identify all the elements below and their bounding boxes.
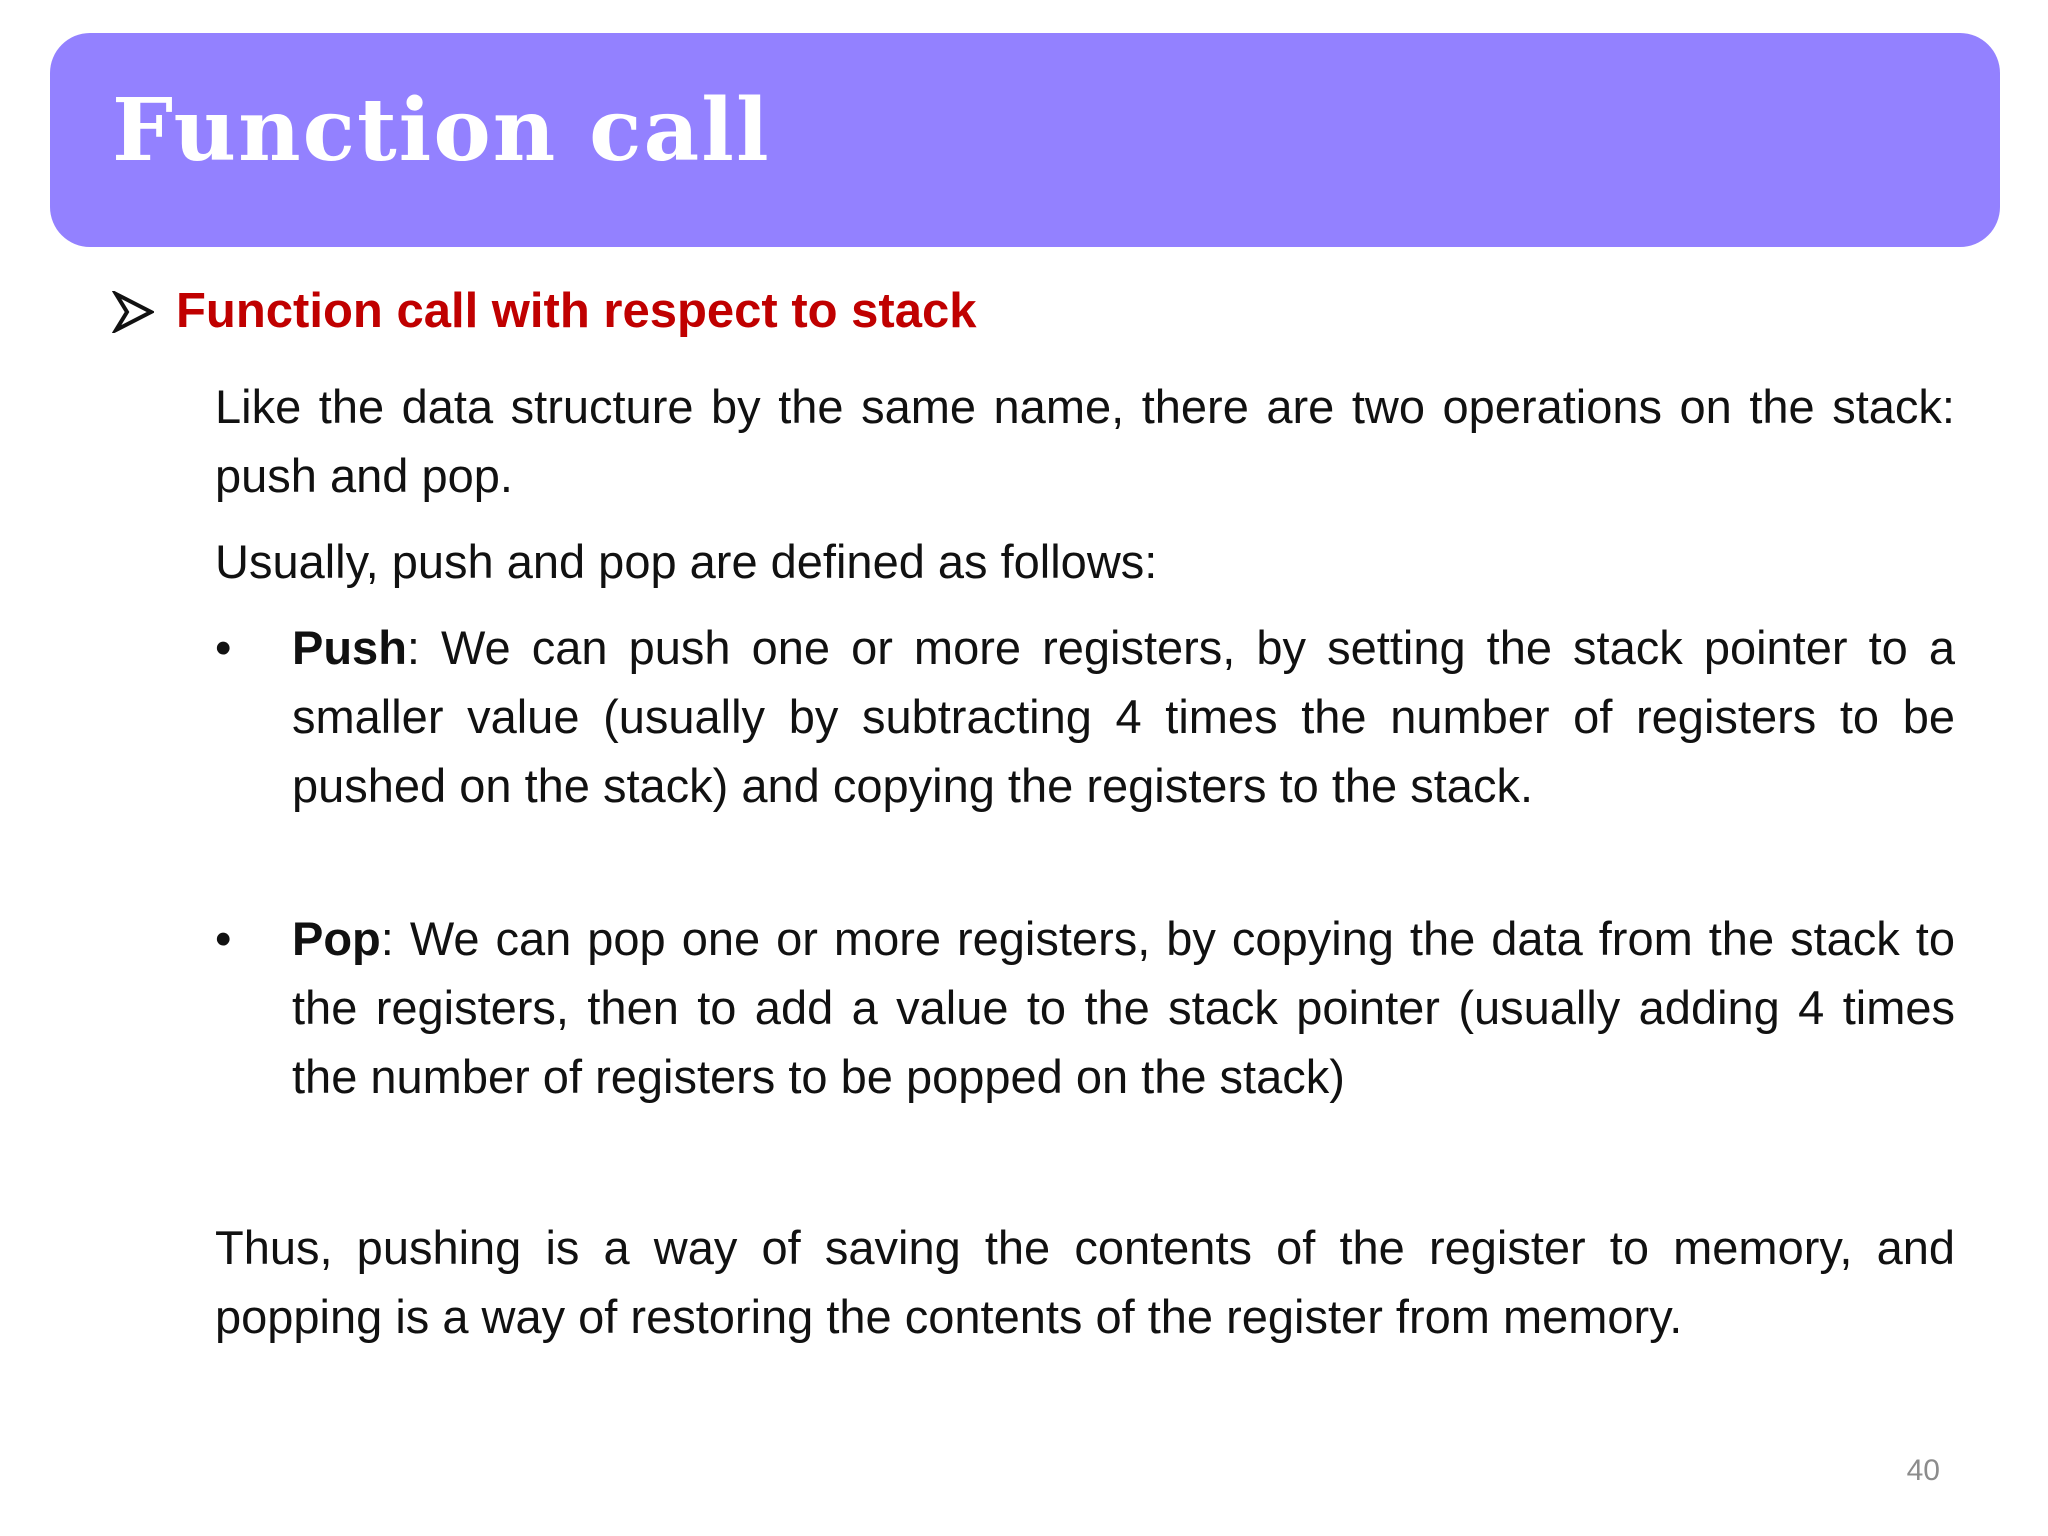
title-banner bbox=[50, 33, 2000, 247]
bullet-push-body: : We can push one or more registers, by setting the stack pointer to a smaller value (usually by subtracting 4 times the number of registers to be pushed on the stack) and copying the registers to the stack. bbox=[292, 621, 1955, 812]
intro-paragraph: Like the data structure by the same name, there are two operations on the stack: push and pop. bbox=[215, 380, 1955, 502]
bullet-pop-body: : We can pop one or more registers, by copying the data from the stack to the registers, then to add a value to the stack pointer (usually adding 4 times the number of registers to be popped on the stack) bbox=[292, 912, 1955, 1103]
section-heading bbox=[112, 284, 977, 338]
bullet-push bbox=[215, 613, 1955, 820]
bullet-pop bbox=[215, 904, 1955, 1111]
bullet-pop-label: Pop bbox=[292, 912, 381, 965]
definition-paragraph: Usually, push and pop are defined as follows: bbox=[215, 535, 1158, 588]
section-heading-text: Function call with respect to stack bbox=[176, 284, 977, 338]
arrow-right-icon bbox=[112, 291, 154, 333]
bullet-push-text bbox=[292, 613, 1955, 820]
bullet-dot: • bbox=[215, 621, 232, 674]
bullet-pop-text bbox=[292, 904, 1955, 1111]
page-number: 40 bbox=[1906, 1454, 1940, 1487]
conclusion-paragraph: Thus, pushing is a way of saving the contents of the register to memory, and popping is a way of restoring the contents of the register from memory. bbox=[215, 1221, 1955, 1343]
slide-title: Function call bbox=[112, 80, 771, 181]
bullet-dot: • bbox=[215, 912, 232, 965]
bullet-push-label: Push bbox=[292, 621, 407, 674]
